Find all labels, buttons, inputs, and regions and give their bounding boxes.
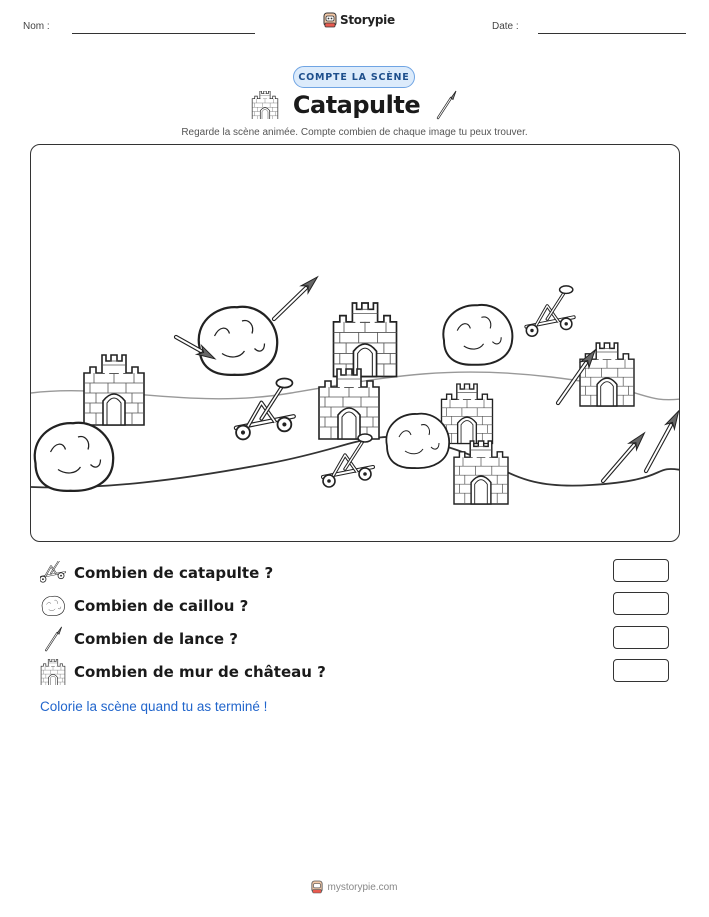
question-text: Combien de caillou ? xyxy=(74,597,249,615)
storypie-mascot-icon xyxy=(323,12,337,28)
catapult xyxy=(526,286,574,336)
question-castle xyxy=(40,659,326,685)
name-label: Nom : xyxy=(23,21,50,32)
catapult xyxy=(323,434,373,487)
rock-icon xyxy=(40,594,66,618)
question-rock xyxy=(40,593,248,619)
brand-logo xyxy=(323,12,395,28)
rock xyxy=(386,414,449,468)
front-hill-line xyxy=(31,437,680,488)
name-line[interactable] xyxy=(72,33,255,34)
question-catapult xyxy=(40,560,273,586)
castle-icon xyxy=(40,659,66,685)
question-text: Combien de lance ? xyxy=(74,630,238,648)
castle-icon xyxy=(251,91,279,119)
catapult-icon xyxy=(40,561,66,585)
castle-wall xyxy=(454,441,508,504)
question-text: Combien de catapulte ? xyxy=(74,564,274,582)
storypie-mascot-icon xyxy=(311,880,323,894)
scene-illustration xyxy=(31,145,680,542)
spear xyxy=(646,411,679,471)
instruction-text: Regarde la scène animée. Compte combien de chaque image tu peux trouver. xyxy=(181,127,528,138)
rock xyxy=(199,307,277,375)
page-title: Catapulte xyxy=(292,91,421,119)
answer-box-castle[interactable] xyxy=(613,659,669,682)
date-label: Date : xyxy=(492,21,519,32)
spear-icon xyxy=(40,626,66,652)
spear-icon xyxy=(434,90,458,120)
title-row xyxy=(0,90,709,120)
activity-badge: COMPTE LA SCÈNE xyxy=(293,66,415,88)
castle-wall xyxy=(84,355,144,425)
spear xyxy=(274,277,317,319)
rock xyxy=(35,423,113,491)
rock xyxy=(443,305,512,365)
date-line[interactable] xyxy=(538,33,686,34)
spear xyxy=(603,433,644,481)
footer-url[interactable]: mystorypie.com xyxy=(327,881,398,893)
answer-box-spear[interactable] xyxy=(613,626,669,649)
scene-frame xyxy=(30,144,680,542)
answer-box-catapult[interactable] xyxy=(613,559,669,582)
castle-wall xyxy=(334,303,397,377)
coloring-instruction: Colorie la scène quand tu as terminé ! xyxy=(40,699,268,714)
question-text: Combien de mur de château ? xyxy=(74,663,326,681)
answer-box-rock[interactable] xyxy=(613,592,669,615)
question-spear xyxy=(40,626,238,652)
catapult xyxy=(236,378,294,439)
footer xyxy=(0,880,709,894)
brand-name: Storypie xyxy=(340,13,395,27)
castle-wall xyxy=(580,343,634,406)
